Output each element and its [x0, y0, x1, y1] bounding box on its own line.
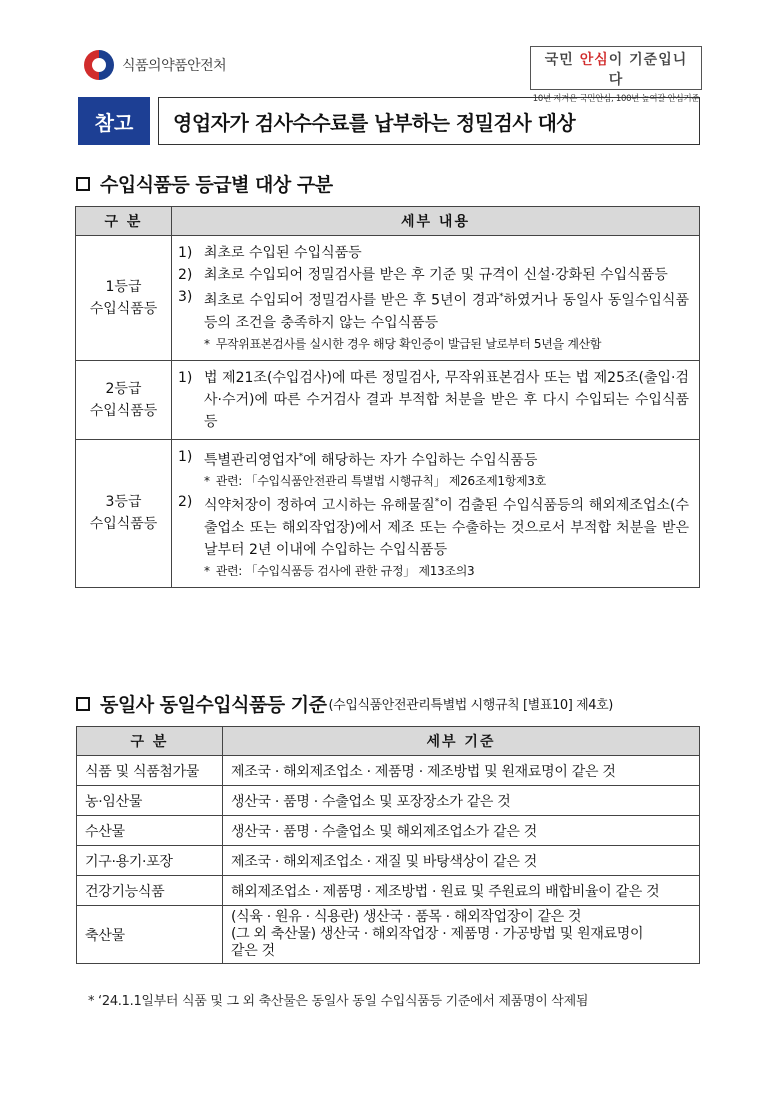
- list-item: 2) 최초로 수입되어 정밀검사를 받은 후 기준 및 규격이 신설·강화된 수입식품등: [178, 267, 668, 283]
- title-text: 영업자가 검사수수료를 납부하는 정밀검사 대상: [158, 97, 700, 145]
- detail-cell: (식육 · 원유 · 식용란) 생산국 · 품목 · 해외작업장이 같은 것 (그 외 축산물) 생산국 · 해외작업장 · 제품명 · 가공방법 및 원재료명이 같은 것: [223, 906, 700, 964]
- footnote: * ‘24.1.1일부터 식품 및 그 외 축산물은 동일사 동일 수입식품등 기준에서 제품명이 삭제됨: [88, 994, 589, 1009]
- checkbox-bullet-icon: [76, 697, 90, 711]
- section2-heading: 동일사 동일수입식품등 기준 (수입식품안전관리특별법 시행규칙 [별표10] 제4호): [76, 690, 613, 717]
- list-item: 2) 식약처장이 정하여 고시하는 유해물질*이 검출된 수입식품등의 해외제조업소(수출업소 또는 해외작업장)에서 제조 또는 수출하는 것으로서 부적합 처분을 받은 날부터 2년 이내에 수입하는 수입식품등: [178, 494, 689, 558]
- agency-logo: [84, 50, 226, 80]
- detail-cell: 해외제조업소 · 제품명 · 제조방법 · 원료 및 주원료의 배합비율이 같은 것: [223, 876, 700, 906]
- grade-details: [172, 360, 700, 439]
- table-row: [77, 816, 700, 846]
- same-company-criteria-table: [76, 726, 700, 964]
- category-cell: 수산물: [77, 816, 223, 846]
- list-item: 1) 최초로 수입된 수입식품등: [178, 245, 362, 261]
- category-cell: 기구·용기·포장: [77, 846, 223, 876]
- note: * 무작위표본검사를 실시한 경우 해당 확인증이 발급된 날로부터 5년을 계산함: [204, 336, 602, 351]
- detail-cell: 생산국 · 품명 · 수출업소 및 포장장소가 같은 것: [223, 786, 700, 816]
- table-row: [76, 439, 700, 587]
- category-cell: 축산물: [77, 906, 223, 964]
- note: * 관련: 「수입식품안전관리 특별법 시행규칙」 제26조제1항제3호: [204, 474, 546, 489]
- detail-cell: 생산국 · 품명 · 수출업소 및 해외제조업소가 같은 것: [223, 816, 700, 846]
- detail-cell: 제조국 · 해외제조업소 · 재질 및 바탕색상이 같은 것: [223, 846, 700, 876]
- column-header: 구 분: [77, 727, 223, 756]
- section1-heading: 수입식품등 등급별 대상 구분: [76, 170, 333, 197]
- table-row: [77, 786, 700, 816]
- table-row: [76, 360, 700, 439]
- category-cell: 식품 및 식품첨가물: [77, 756, 223, 786]
- slogan-main: 국민 안심이 기준입니다: [530, 46, 702, 89]
- slogan-sub: 10년 지켜온 국민안심, 100년 높여갈 안심기준: [530, 89, 702, 104]
- category-cell: 농·임산물: [77, 786, 223, 816]
- checkbox-bullet-icon: [76, 177, 90, 191]
- grade-category: 3등급 수입식품등: [76, 439, 172, 587]
- grade-table: [75, 206, 700, 588]
- column-header: 세부 내용: [172, 207, 700, 236]
- table-row: [77, 876, 700, 906]
- slogan-banner: [530, 46, 702, 104]
- reference-badge: 참고: [78, 97, 150, 145]
- list-item: 1) 법 제21조(수입검사)에 따른 정밀검사, 무작위표본검사 또는 법 제25조(출입·검사·수거)에 따른 수거검사 결과 부적합 처분을 받은 후 다시 수입되는 수입식품등: [178, 369, 689, 430]
- column-header: 세부 기준: [223, 727, 700, 756]
- document-title: [78, 97, 700, 145]
- list-item: 3) 최초로 수입되어 정밀검사를 받은 후 5년이 경과*하였거나 동일사 동일수입식품등의 조건을 충족하지 않는 수입식품등: [178, 289, 689, 331]
- grade-details: [172, 236, 700, 361]
- list-item: 1) 특별관리영업자*에 해당하는 자가 수입하는 수입식품등: [178, 448, 538, 469]
- grade-details: [172, 439, 700, 587]
- table-row: [77, 846, 700, 876]
- page-header: [84, 46, 702, 104]
- table-row: [76, 236, 700, 361]
- grade-category: 1등급 수입식품등: [76, 236, 172, 361]
- table-row: [77, 756, 700, 786]
- table-header-row: [77, 727, 700, 756]
- note: * 관련: 「수입식품등 검사에 관한 규정」 제13조의3: [204, 563, 475, 578]
- grade-category: 2등급 수입식품등: [76, 360, 172, 439]
- agency-name: 식품의약품안전처: [122, 58, 227, 74]
- column-header: 구 분: [76, 207, 172, 236]
- table-header-row: [76, 207, 700, 236]
- table-row: [77, 906, 700, 964]
- category-cell: 건강기능식품: [77, 876, 223, 906]
- taegeuk-logo-icon: [84, 50, 114, 80]
- detail-cell: 제조국 · 해외제조업소 · 제품명 · 제조방법 및 원재료명이 같은 것: [223, 756, 700, 786]
